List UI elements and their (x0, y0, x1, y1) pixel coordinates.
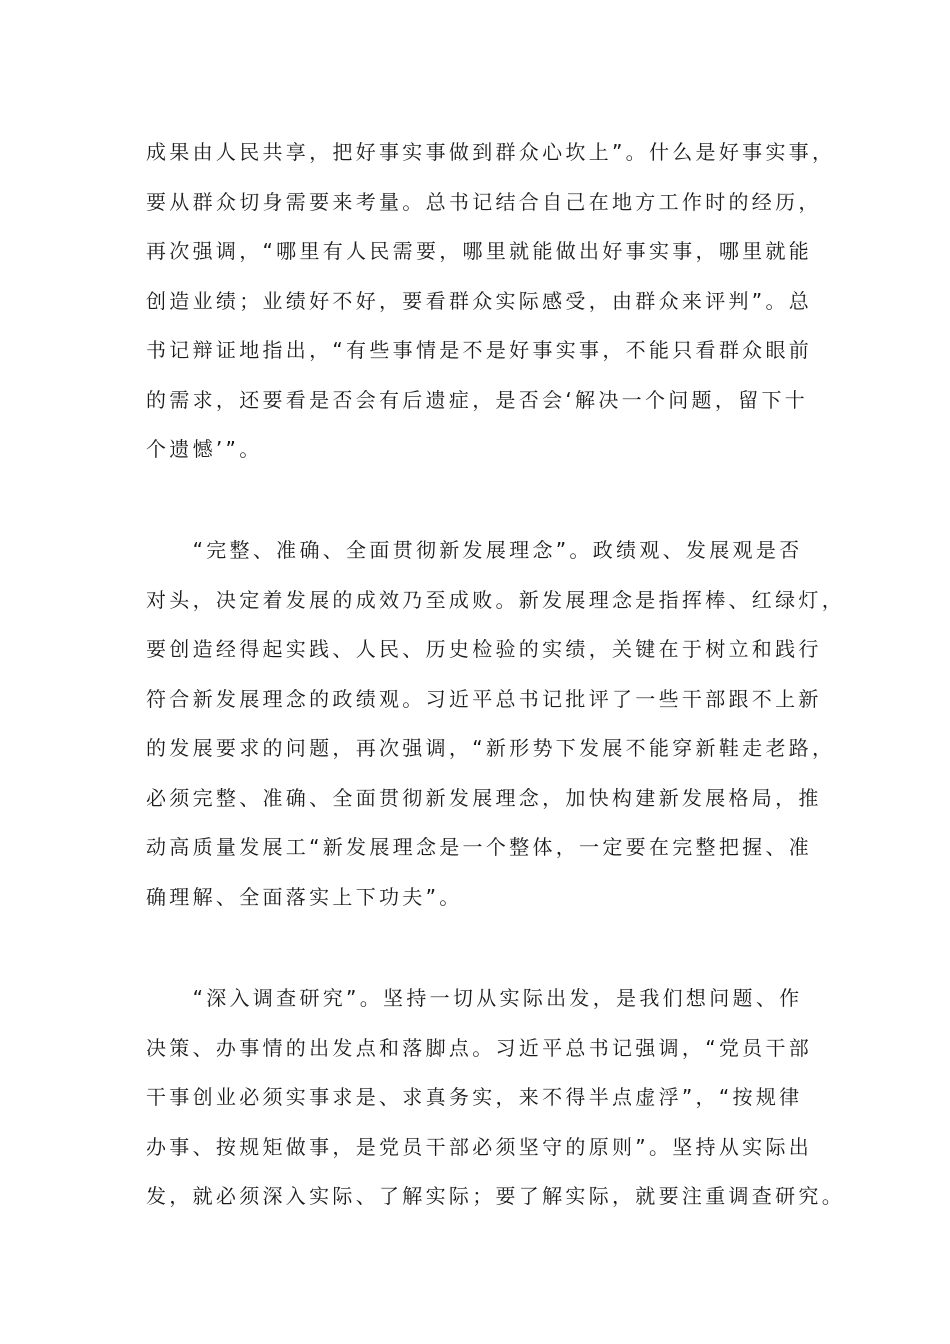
paragraph-line: 对头，决定着发展的成效乃至成败。新发展理念是指挥棒、红绿灯， (146, 587, 845, 612)
paragraph-line: 成果由人民共享，把好事实事做到群众心坎上”。什么是好事实事， (146, 140, 836, 164)
paragraph-2 (146, 526, 845, 922)
paragraph-line: 创造业绩；业绩好不好，要看群众实际感受，由群众来评判”。总 (146, 288, 813, 313)
paragraph-3 (146, 974, 845, 1222)
paragraph-line: 干事创业必须实事求是、求真务实，来不得半点虚浮”，“按规律 (146, 1085, 803, 1109)
paragraph-line: 个遗憾’”。 (146, 437, 263, 461)
paragraph-line: 动高质量发展工“新发展理念是一个整体，一定要在完整把握、准 (146, 835, 813, 859)
paragraph-line: 符合新发展理念的政绩观。习近平总书记批评了一些干部跟不上新 (146, 686, 822, 711)
paragraph-line: 要从群众切身需要来考量。总书记结合自己在地方工作时的经历， (146, 189, 822, 214)
paragraph-line: 确理解、全面落实上下功夫”。 (146, 884, 463, 909)
paragraph-line: 的发展要求的问题，再次强调，“新形势下发展不能穿新鞋走老路， (146, 736, 836, 760)
paragraph-1 (146, 128, 836, 475)
paragraph-line: 的需求，还要看是否会有后遗症，是否会‘解决一个问题，留下十 (146, 387, 809, 412)
paragraph-line: 必须完整、准确、全面贯彻新发展理念，加快构建新发展格局，推 (146, 785, 822, 810)
paragraph-line: 要创造经得起实践、人民、历史检验的实绩，关键在于树立和践行 (146, 637, 822, 661)
paragraph-line: 书记辩证地指出，“有些事情是不是好事实事，不能只看群众眼前 (146, 338, 813, 362)
paragraph-line: 发，就必须深入实际、了解实际；要了解实际，就要注重调查研究。 (146, 1184, 845, 1208)
paragraph-line: 再次强调，“哪里有人民需要，哪里就能做出好事实事，哪里就能 (146, 239, 813, 263)
paragraph-line: 办事、按规矩做事，是党员干部必须坚守的原则”。坚持从实际出 (146, 1134, 813, 1159)
paragraph-line: “深入调查研究”。坚持一切从实际出发，是我们想问题、作 (146, 986, 803, 1010)
paragraph-line: 决策、办事情的出发点和落脚点。习近平总书记强调，“党员干部 (146, 1035, 813, 1060)
paragraph-line: “完整、准确、全面贯彻新发展理念”。政绩观、发展观是否 (146, 538, 803, 562)
